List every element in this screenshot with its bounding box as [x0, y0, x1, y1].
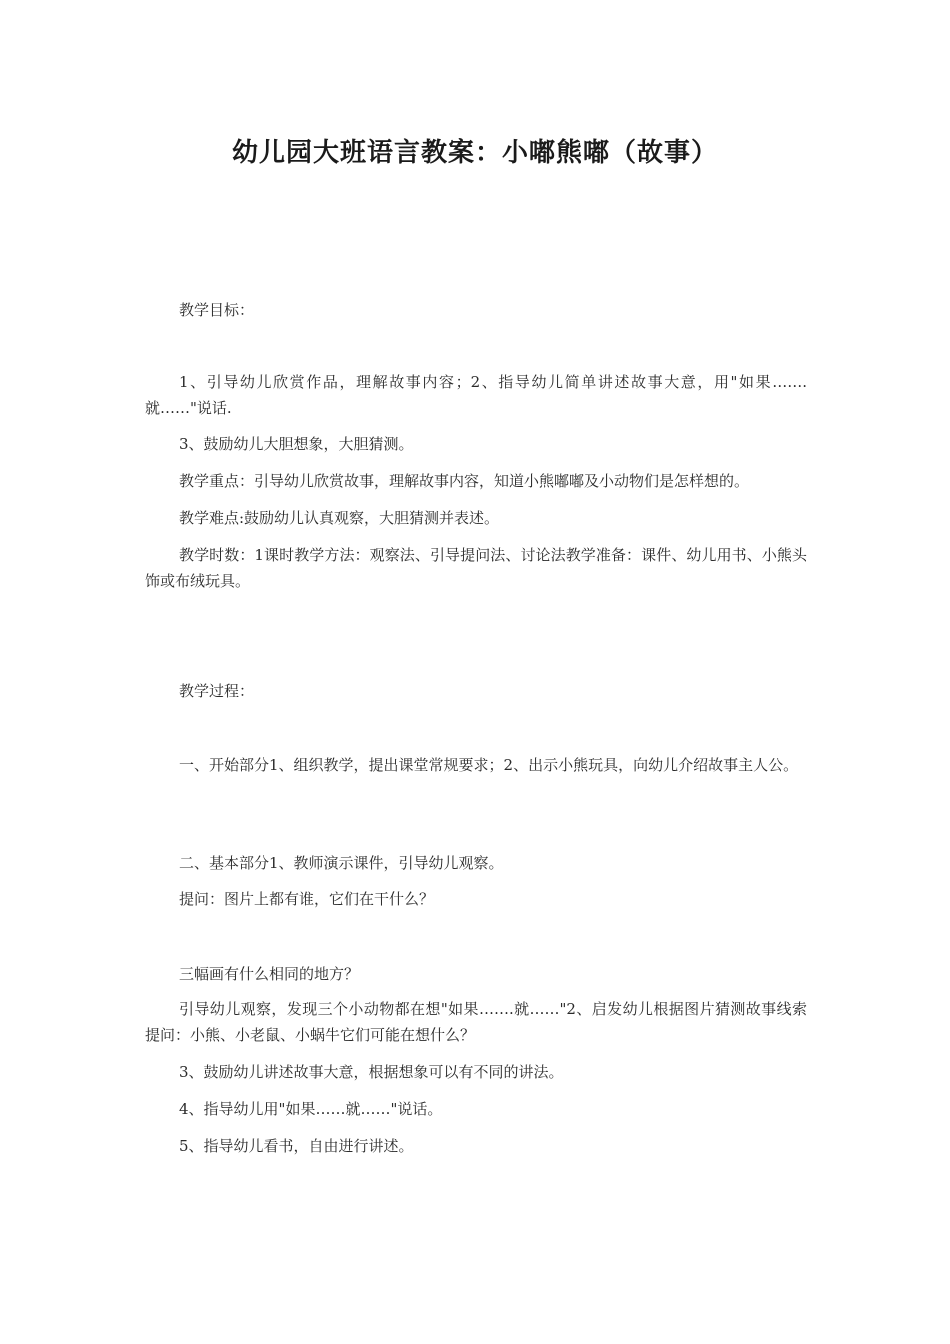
paragraph-objective-3: 3、鼓励幼儿大胆想象，大胆猜测。: [179, 435, 414, 453]
paragraph-step-4: 4、指导幼儿用"如果……就……"说话。: [179, 1100, 443, 1118]
paragraph-step-5: 5、指导幼儿看书，自由进行讲述。: [179, 1137, 414, 1155]
paragraph-part-two: 二、基本部分1、教师演示课件，引导幼儿观察。: [179, 854, 504, 872]
paragraph-objectives-1-2: 1、引导幼儿欣赏作品，理解故事内容；2、指导幼儿简单讲述故事大意，用"如果…….就……"说话.: [145, 373, 807, 417]
paragraph-guide-observe: 引导幼儿观察，发现三个小动物都在想"如果…….就……"2、启发幼儿根据图片猜测故事线索提问：小熊、小老鼠、小蜗牛它们可能在想什么？: [145, 1000, 807, 1044]
document-title: 幼儿园大班语言教案：小嘟熊嘟（故事）: [231, 138, 718, 168]
paragraph-key-points: 教学重点：引导幼儿欣赏故事，理解故事内容，知道小熊嘟嘟及小动物们是怎样想的。: [179, 472, 750, 490]
section-heading-objectives: 教学目标：: [179, 301, 255, 319]
paragraph-time-methods: 教学时数：1课时教学方法：观察法、引导提问法、讨论法教学准备：课件、幼儿用书、小熊头饰或布绒玩具。: [145, 546, 807, 590]
paragraph-step-3: 3、鼓励幼儿讲述故事大意，根据想象可以有不同的讲法。: [179, 1063, 564, 1081]
paragraph-difficulties: 教学难点:鼓励幼儿认真观察，大胆猜测并表述。: [179, 509, 500, 527]
paragraph-question: 提问：图片上都有谁，它们在干什么？: [179, 890, 435, 908]
paragraph-three-pictures: 三幅画有什么相同的地方？: [179, 965, 360, 983]
paragraph-part-one: 一、开始部分1、组织教学，提出课堂常规要求；2、出示小熊玩具，向幼儿介绍故事主人公。: [179, 756, 799, 774]
section-heading-process: 教学过程：: [179, 682, 255, 700]
